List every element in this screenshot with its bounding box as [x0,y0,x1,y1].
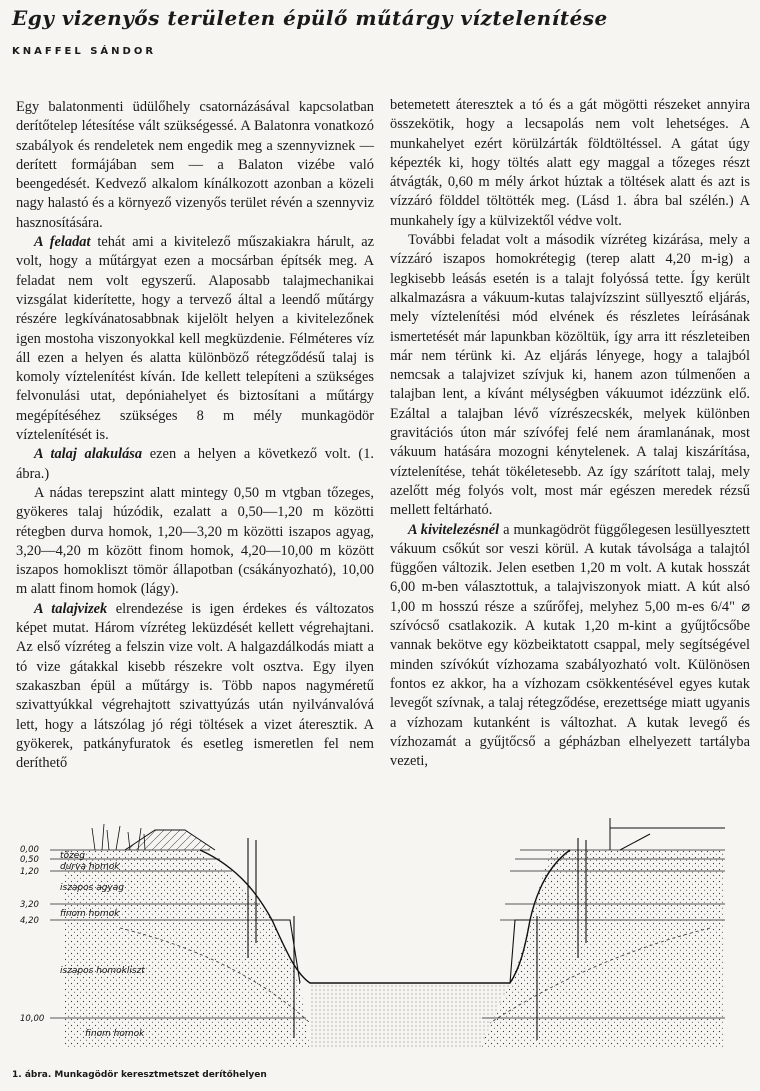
figure-caption: 1. ábra. Munkagödör keresztmetszet derítőhelyen [12,1070,267,1080]
left-column [16,98,374,773]
author-name: KNAFFEL SÁNDOR [12,46,157,57]
machine-house-icon [610,818,725,850]
cross-section-figure [10,808,750,1063]
article-title: Egy vizenyős területen épülő műtárgy víztelenítése [12,6,608,30]
paragraph: betemetett áteresztek a tó és a gát mögötti részeket annyira összekötik, hogy a lecsapolás nem volt lehetséges. A munkahelyet ezért körülzárták földtöltéssel. A gátat úgy képezték ki, hogy töltés alatt egy maggal a tőzeges részt átvágták, 0,60 m mély árkot húztak a töltések alatt és azt is vízzáró földdel töltötték meg. (Lásd 1. ábra bal szélén.) A munkahely így a külvizektől védve volt. [390,97,750,229]
layer-label: finom homok [85,1029,145,1039]
paragraph: A talajvizek elrendezése is igen érdekes és változatos képet mutat. Három vízréteg leküzdését kellett végrehajtani. Az első vízréteg a felszin vize volt. A halgazdálkodás miatt a tó vize gátakkal kisebb részekre volt osztva. Egy ilyen szakaszban épül a műtárgy is. Több napos nagyméretű szivattyúkkal végrehajtott szivattyúzás után nyilvánvalóvá lett, hogy a látszólag jó régi töltések a vizet áteresztik. A gyökerek, patkányfuratok és esetleg ismeretlen fel nem deríthető [16,600,375,772]
soil-pit-bottom [310,983,510,1048]
layer-label: iszapos homokliszt [60,966,145,976]
paragraph: A nádas terepszint alatt mintegy 0,50 m vtgban tőzeges, gyökeres talaj húzódik, ezalatt a 0,50—1,20 m közötti rétegben durva homok, 1,20—3,20 m közötti iszapos agyag, 3,20—4,20 m között finom homok, 4,20—10,00 m között iszapos homokliszt tömör állapotban (csákányozható), 10,00 m alatt finom homok (lágy). [16,484,374,598]
depth-label: 3,20 [20,900,39,910]
depth-label: 1,20 [20,867,39,877]
cross-section-drawing [10,808,750,1063]
layer-label: iszapos agyag [60,883,124,893]
depth-label: 0,50 [20,855,39,865]
depth-label: 0,00 [20,845,39,855]
paragraph: A talaj alakulása ezen a helyen a következő volt. (1. ábra.) [16,446,374,482]
layer-label: durva homok [60,862,120,872]
layer-label: tőzeg [60,851,86,861]
depth-label: 10,00 [20,1014,45,1024]
paragraph: További feladat volt a második vízréteg kizárása, mely a vízzáró iszapos homokrétegig (terep alatt 4,20 m-ig) a legkisebb leásás esetén is a talajt folyóssá tette. Így került alkalmazásra a vákuum-kutas talajvízszint süllyesztő eljárás, mely víztelenítési mód elvének és részletes leírásának ismertetését már lapunkban közöltük, így arra itt részleteiben már nem térünk ki. Az eljárás lényege, hogy a talajból nemcsak a talajvizet szívjuk ki, hanem azon túlmenően a talajban lent, a kívánt mélységben vákuumot idézzünk elő. Ezáltal a talajban lévő vízrészecskék, melyek különben gravitációs úton már szívófej felé nem áramlanának, most vákuum hatására mozogni kénytelenek. A talaj kiszárítása, víztelenítése, tehát tökéletesebb. Az így szárított talaj, mely azelőtt még folyós volt, most már egészen meredek rézsű mellett feltárható. [390,232,750,519]
right-column [390,96,750,771]
paragraph: A kivitelezésnél a munkagödröt függőlegesen lesüllyesztett vákuum csőkút sor veszi körül. A kutak távolsága a talajtól függően változik. Jelen esetben 1,20 m volt. A kutak hosszát 6,00 m-ben választottuk, a talajviszonyok miatt. A kút alsó 1,00 m hosszú része a szűrőfej, melyhez 5,00 m-es 6/4" ⌀ szívócső csatlakozik. A kutak 1,20 m-kint a gyűjtőcsőbe vannak bekötve egy közbeiktatott csappal, mely segítségével minden szívókút vízhozama szabályozható volt. Különösen fontos ez akkor, ha a vízhozam csökkentésével egyes kutak levegőt szívnak, a talaj rétegződése, erezettsége miatt ugyanis a vízhozam kutanként is változhat. A kutak levegő és vízhozamát a gyűjtőcső a gépházban elhelyezett tartályba vezeti, [390,521,750,770]
depth-label: 4,20 [20,916,39,926]
layer-label: finom homok [60,909,120,919]
paragraph: A feladat tehát ami a kivitelező műszakiakra hárult, az volt, hogy a műtárgyat ezen a mocsárban építsék meg. A feladat nem volt egyszerű. Alaposabb talajmechanikai vizsgálat kiderítette, hogy a tervező által a leendő műtárgy részére legkívánatosabbnak kijelölt helyen a kivitelezőnek igen mostoha viszonyokkal kell megküzdenie. Félméteres víz áll ezen a helyen és alatta különböző rétegződésű talaj is komoly víztelenítést kíván. Ide kellett telepíteni a szükséges felvonulási utat, depóniahelyet és biztosítani a műtárgy megépítéséhez szükséges 8 m mély munkagödör víztelenítését is. [16,234,374,444]
paragraph: Egy balatonmenti üdülőhely csatornázásával kapcsolatban derítőtelep létesítése vált szükségessé. A Balatonra vonatkozó szabályok és rendeletek nem engedik meg a szennyviznek — derített formájában sem — a Balaton vizébe való beengedését. Kedvező alkalom kínálkozott azonban a közeli nagy halastó és a környező vizenyős terület révén a szennyviz hasznosítására. [16,99,374,231]
